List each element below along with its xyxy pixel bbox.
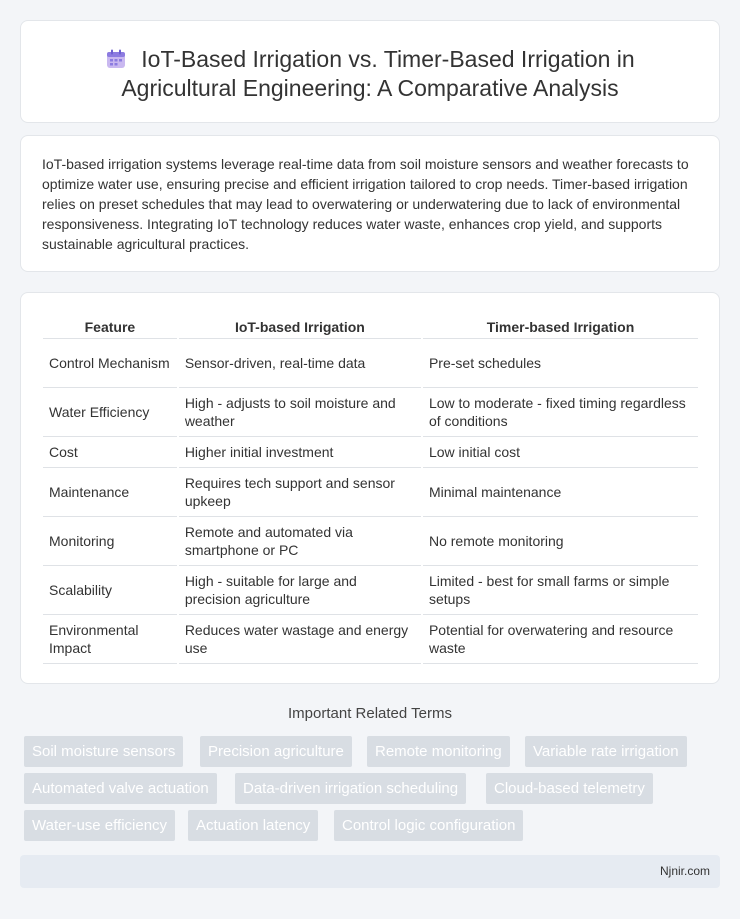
comparison-table: [41, 313, 700, 664]
term-tag[interactable]: Automated valve actuation: [24, 773, 217, 804]
table-header-row: [43, 313, 698, 339]
term-tag[interactable]: Remote monitoring: [367, 736, 510, 767]
title-card: [20, 20, 720, 123]
term-tag[interactable]: Variable rate irrigation: [525, 736, 687, 767]
cell-timer: Potential for overwatering and resource waste: [423, 615, 698, 664]
header-timer: Timer-based Irrigation: [423, 313, 698, 339]
header-iot: IoT-based Irrigation: [179, 313, 421, 339]
comparison-card: [20, 292, 720, 684]
cell-feature: Monitoring: [43, 517, 177, 566]
header-feature: Feature: [43, 313, 177, 339]
intro-paragraph: IoT-based irrigation systems leverage real-time data from soil moisture sensors and weather forecasts to optimize water use, ensuring precise and efficient irrigation tailored to crop needs. Timer-based irrigation relies on preset schedules that may lead to overwatering or underwatering due to lack of environmental responsiveness. Integrating IoT technology reduces water waste, enhances crop yield, and supports sustainable agricultural practices.: [42, 156, 689, 252]
cell-feature: Control Mechanism: [43, 339, 177, 388]
table-row: [43, 517, 698, 566]
term-tag[interactable]: Soil moisture sensors: [24, 736, 183, 767]
term-tag[interactable]: Actuation latency: [188, 810, 318, 841]
cell-timer: Limited - best for small farms or simple setups: [423, 566, 698, 615]
cell-iot: Reduces water wastage and energy use: [179, 615, 421, 664]
table-row: [43, 437, 698, 468]
table-row: [43, 339, 698, 388]
cell-feature: Environmental Impact: [43, 615, 177, 664]
cell-timer: Minimal maintenance: [423, 468, 698, 517]
term-tag[interactable]: Precision agriculture: [200, 736, 352, 767]
page-title: [21, 45, 719, 103]
cell-timer: No remote monitoring: [423, 517, 698, 566]
related-terms-heading: Important Related Terms: [288, 705, 452, 722]
cell-iot: Sensor-driven, real-time data: [179, 339, 421, 388]
term-tag[interactable]: Water-use efficiency: [24, 810, 175, 841]
cell-feature: Scalability: [43, 566, 177, 615]
cell-feature: Cost: [43, 437, 177, 468]
table-row: [43, 615, 698, 664]
cell-iot: Higher initial investment: [179, 437, 421, 468]
footer-site[interactable]: Njnir.com: [659, 864, 710, 878]
table-row: [43, 388, 698, 437]
cell-feature: Maintenance: [43, 468, 177, 517]
title-line-2: Agricultural Engineering: A Comparative Analysis: [121, 75, 619, 101]
cell-feature: Water Efficiency: [43, 388, 177, 437]
cell-iot: Remote and automated via smartphone or PC: [179, 517, 421, 566]
table-row: [43, 566, 698, 615]
cell-iot: High - adjusts to soil moisture and weather: [179, 388, 421, 437]
calendar-icon: [105, 48, 127, 70]
cell-timer: Pre-set schedules: [423, 339, 698, 388]
term-tag[interactable]: Cloud-based telemetry: [486, 773, 653, 804]
cell-iot: Requires tech support and sensor upkeep: [179, 468, 421, 517]
cell-iot: High - suitable for large and precision agriculture: [179, 566, 421, 615]
cell-timer: Low to moderate - fixed timing regardless of conditions: [423, 388, 698, 437]
title-line-1: IoT-Based Irrigation vs. Timer-Based Irrigation in: [141, 46, 635, 72]
cell-timer: Low initial cost: [423, 437, 698, 468]
table-row: [43, 468, 698, 517]
intro-card: [20, 135, 720, 272]
footer: [20, 855, 720, 888]
term-tag[interactable]: Data-driven irrigation scheduling: [235, 773, 466, 804]
term-tag[interactable]: Control logic configuration: [334, 810, 523, 841]
